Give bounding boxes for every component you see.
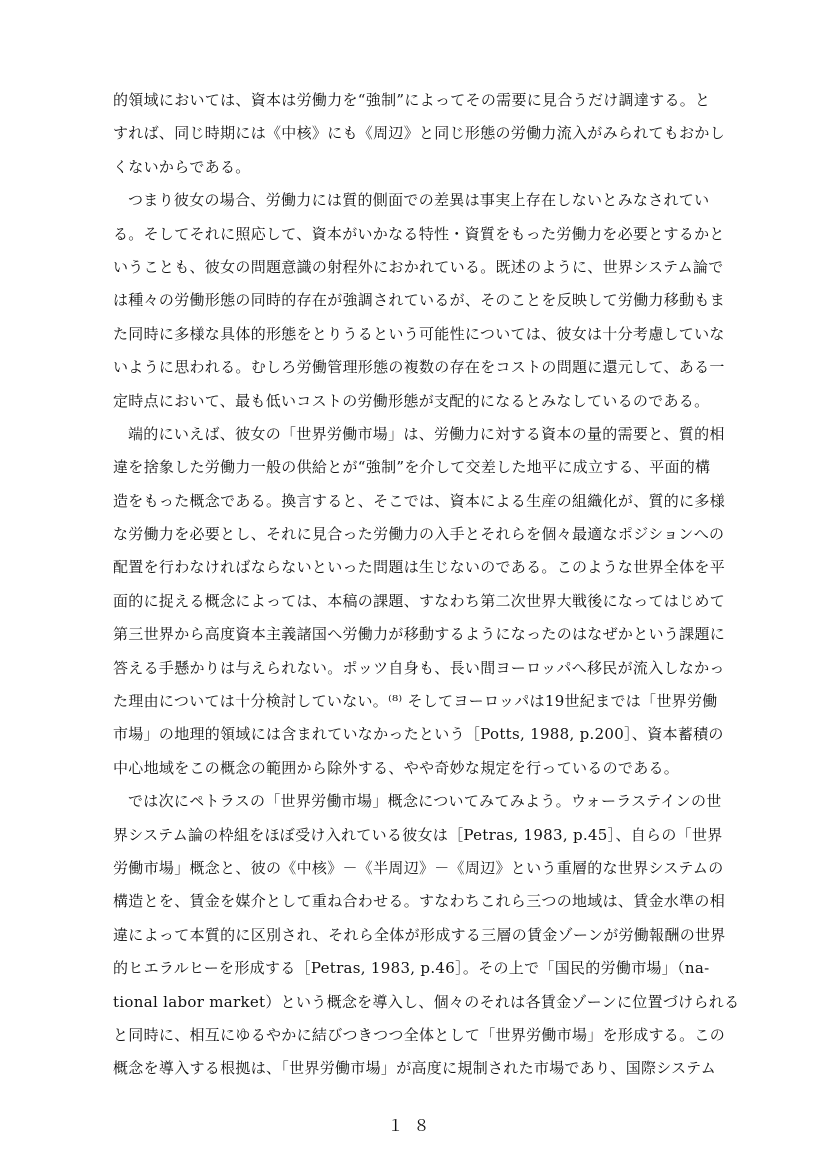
text-line: tional labor market）という概念を導入し、個々のそれは各賃金ゾーンに位置づけられる — [113, 992, 740, 1011]
page-number: １８ — [387, 1116, 440, 1135]
text-line: た同時に多様な具体的形態をとりうるという可能性については、彼女は十分考慮していな — [113, 324, 725, 343]
text-line: 面的に捉える概念によっては、本稿の課題、すなわち第二次世界大戦後になってはじめて — [113, 591, 726, 610]
text-line: な労働力を必要とし、それに見合った労働力の入手とそれらを個々最適なポジションへの — [113, 525, 725, 544]
text-line: 第三世界から高度資本主義諸国へ労働力が移動するようになったのはなぜかという課題に — [113, 625, 726, 644]
text-line: る。そしてそれに照応して、資本がいかなる特性・資質をもった労働力を必要とするかと — [113, 224, 725, 243]
text-line: 違によって本質的に区別され、それら全体が形成する三層の賃金ゾーンが労働報酬の世界 — [113, 925, 726, 944]
text-line: 的ヒエラルヒーを形成する［Petras, 1983, p.46］。その上で「国民的労働市場」（na- — [113, 959, 710, 978]
text-line: いように思われる。むしろ労働管理形態の複数の存在をコストの問題に還元して、ある一 — [113, 358, 725, 377]
text-line: 違を捨象した労働力一般の供給とが“強制”を介して交差した地平に成立する、平面的構 — [113, 458, 711, 477]
text-line: た理由については十分検討していない。⁽⁸⁾ そしてヨーロッパは19世紀までは「世界労働 — [113, 692, 718, 711]
text-line: 配置を行わなければならないといった問題は生じないのである。このような世界全体を平 — [113, 558, 726, 577]
text-line: くないからである。 — [113, 157, 251, 176]
text-line: いうことも、彼女の問題意識の射程外におかれている。既述のように、世界システム論で — [113, 257, 724, 276]
text-line: 的領域においては、資本は労働力を“強制”によってその需要に見合うだけ調達する。と — [113, 91, 711, 109]
paragraph-start-line: 端的にいえば、彼女の「世界労働市場」は、労働力に対する資本の量的需要と、質的相 — [128, 424, 725, 443]
text-line: 造をもった概念である。換言すると、そこでは、資本による生産の組織化が、質的に多様 — [113, 491, 726, 510]
text-line: すれば、同じ時期には《中核》にも《周辺》と同じ形態の労働力流入がみられてもおかし — [113, 124, 726, 143]
text-line: と同時に、相互にゆるやかに結びつきつつ全体として「世界労働市場」を形成する。この — [113, 1025, 726, 1044]
body-text — [113, 84, 773, 1086]
text-line: 中心地域をこの概念の範囲から除外する、やや奇妙な規定を行っているのである。 — [113, 758, 680, 777]
paragraph-start-line: では次にペトラスの「世界労働市場」概念についてみてみよう。ウォーラステインの世 — [128, 792, 722, 811]
text-line: 定時点において、最も低いコストの労働形態が支配的になるとみなしているのである。 — [113, 391, 710, 410]
text-line: 答える手懸かりは与えられない。ポッツ自身も、長い間ヨーロッパへ移民が流入しなかっ — [113, 658, 725, 677]
text-line: 市場」の地理的領域には含まれていなかったという［Potts, 1988, p.200］、資本蓄積の — [113, 725, 724, 744]
text-line: 概念を導入する根拠は、「世界労働市場」が高度に規制された市場であり、国際システム — [113, 1059, 717, 1078]
text-line: 労働市場」概念と、彼の《中核》－《半周辺》－《周辺》という重層的な世界システムの — [113, 858, 724, 877]
paragraph-start-line: つまり彼女の場合、労働力には質的側面での差異は事実上存在しないとみなされてい — [128, 191, 710, 210]
text-line: 界システム論の枠組をほぼ受け入れている彼女は［Petras, 1983, p.45］、自らの「世界 — [113, 825, 723, 844]
text-line: 構造とを、賃金を媒介として重ね合わせる。すなわちこれら三つの地域は、賃金水準の相 — [113, 892, 726, 911]
text-line: は種々の労働形態の同時的存在が強調されているが、そのことを反映して労働力移動もま — [113, 291, 726, 310]
